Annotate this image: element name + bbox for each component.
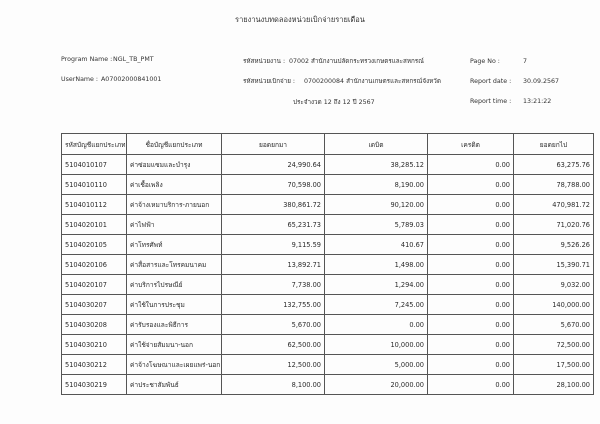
account-name: ค่าบริการไปรษณีย์ [127, 275, 222, 295]
credit: 0.00 [428, 275, 514, 295]
trial-balance-table [61, 133, 594, 395]
brought-forward: 70,598.00 [222, 175, 325, 195]
account-code: 5104030219 [62, 375, 127, 395]
brought-forward: 12,500.00 [222, 355, 325, 375]
agency-code-label: รหัสหน่วยงาน : [243, 58, 286, 65]
header-carried-forward: ยอดยกไป [514, 134, 594, 155]
table-row [62, 335, 594, 355]
report-title: รายงานงบทดลองหน่วยเบิกจ่ายรายเดือน [235, 15, 365, 24]
account-code: 5104030212 [62, 355, 127, 375]
table-row [62, 235, 594, 255]
debit: 38,285.12 [325, 155, 428, 175]
debit: 0.00 [325, 315, 428, 335]
disbursement-unit-label: รหัสหน่วยเบิกจ่าย : [243, 78, 296, 85]
credit: 0.00 [428, 335, 514, 355]
brought-forward: 5,670.00 [222, 315, 325, 335]
account-code: 5104030207 [62, 295, 127, 315]
brought-forward: 24,990.64 [222, 155, 325, 175]
username-label: UserName : [61, 76, 99, 83]
program-label: Program Name : [61, 56, 113, 63]
debit: 410.67 [325, 235, 428, 255]
table-row [62, 355, 594, 375]
debit: 1,498.00 [325, 255, 428, 275]
debit: 8,190.00 [325, 175, 428, 195]
page-number-value: 7 [523, 58, 528, 65]
header-account-name: ชื่อบัญชีแยกประเภท [127, 134, 222, 155]
account-name: ค่าประชาสัมพันธ์ [127, 375, 222, 395]
credit: 0.00 [428, 355, 514, 375]
account-name: ค่ารับรองและพิธีการ [127, 315, 222, 335]
credit: 0.00 [428, 215, 514, 235]
carried-forward: 28,100.00 [514, 375, 594, 395]
header-brought-forward: ยอดยกมา [222, 134, 325, 155]
report-time-label: Report time : [470, 98, 512, 105]
header-credit: เครดิต [428, 134, 514, 155]
account-code: 5104010107 [62, 155, 127, 175]
carried-forward: 5,670.00 [514, 315, 594, 335]
credit: 0.00 [428, 155, 514, 175]
credit: 0.00 [428, 375, 514, 395]
carried-forward: 470,981.72 [514, 195, 594, 215]
table-row [62, 195, 594, 215]
credit: 0.00 [428, 175, 514, 195]
account-code: 5104010110 [62, 175, 127, 195]
carried-forward: 140,000.00 [514, 295, 594, 315]
brought-forward: 380,861.72 [222, 195, 325, 215]
debit: 1,294.00 [325, 275, 428, 295]
account-code: 5104020105 [62, 235, 127, 255]
account-name: ค่าโทรศัพท์ [127, 235, 222, 255]
carried-forward: 17,500.00 [514, 355, 594, 375]
report-date-value: 30.09.2567 [523, 78, 560, 85]
account-code: 5104020107 [62, 275, 127, 295]
table-row [62, 315, 594, 335]
account-code: 5104020101 [62, 215, 127, 235]
table-header-row [62, 134, 594, 155]
table-row [62, 215, 594, 235]
account-code: 5104010112 [62, 195, 127, 215]
table-row [62, 155, 594, 175]
header-debit: เดบิต [325, 134, 428, 155]
account-name: ค่าใช้ในการประชุม [127, 295, 222, 315]
carried-forward: 63,275.76 [514, 155, 594, 175]
debit: 7,245.00 [325, 295, 428, 315]
account-code: 5104020106 [62, 255, 127, 275]
credit: 0.00 [428, 295, 514, 315]
credit: 0.00 [428, 235, 514, 255]
account-name: ค่าจ้างโฆษณาและเผยแพร่-นอก [127, 355, 222, 375]
account-name: ค่าไฟฟ้า [127, 215, 222, 235]
program-value: NGL_TB_PMT [113, 56, 154, 63]
header-account-code: รหัสบัญชีแยกประเภท [62, 134, 127, 155]
account-name: ค่าเชื้อเพลิง [127, 175, 222, 195]
carried-forward: 9,526.26 [514, 235, 594, 255]
brought-forward: 65,231.73 [222, 215, 325, 235]
carried-forward: 78,788.00 [514, 175, 594, 195]
account-name: ค่าซ่อมแซมและบำรุง [127, 155, 222, 175]
disbursement-unit-value: 0700200084 สำนักงานเกษตรและสหกรณ์จังหวัด [304, 78, 441, 85]
account-name: ค่าใช้จ่ายสัมมนา-นอก [127, 335, 222, 355]
credit: 0.00 [428, 315, 514, 335]
debit: 20,000.00 [325, 375, 428, 395]
report-time-value: 13:21:22 [523, 98, 552, 105]
carried-forward: 9,032.00 [514, 275, 594, 295]
table-row [62, 295, 594, 315]
brought-forward: 9,115.59 [222, 235, 325, 255]
table-row [62, 375, 594, 395]
carried-forward: 71,020.76 [514, 215, 594, 235]
debit: 90,120.00 [325, 195, 428, 215]
report-date-label: Report date : [470, 78, 512, 85]
credit: 0.00 [428, 195, 514, 215]
debit: 5,789.03 [325, 215, 428, 235]
account-code: 5104030210 [62, 335, 127, 355]
report-period: ประจำงวด 12 ถึง 12 ปี 2567 [293, 99, 375, 106]
brought-forward: 8,100.00 [222, 375, 325, 395]
brought-forward: 13,892.71 [222, 255, 325, 275]
agency-code-value: 07002 สำนักงานปลัดกระทรวงเกษตรและสหกรณ์ [289, 58, 425, 65]
debit: 10,000.00 [325, 335, 428, 355]
brought-forward: 7,738.00 [222, 275, 325, 295]
debit: 5,000.00 [325, 355, 428, 375]
carried-forward: 72,500.00 [514, 335, 594, 355]
brought-forward: 132,755.00 [222, 295, 325, 315]
account-name: ค่าจ้างเหมาบริการ-ภายนอก [127, 195, 222, 215]
page-number-label: Page No : [470, 58, 500, 65]
table-row [62, 255, 594, 275]
brought-forward: 62,500.00 [222, 335, 325, 355]
account-code: 5104030208 [62, 315, 127, 335]
carried-forward: 15,390.71 [514, 255, 594, 275]
table-row [62, 175, 594, 195]
username-value: A07002000841001 [101, 76, 162, 83]
account-name: ค่าสื่อสารและโทรคมนาคม [127, 255, 222, 275]
credit: 0.00 [428, 255, 514, 275]
table-row [62, 275, 594, 295]
